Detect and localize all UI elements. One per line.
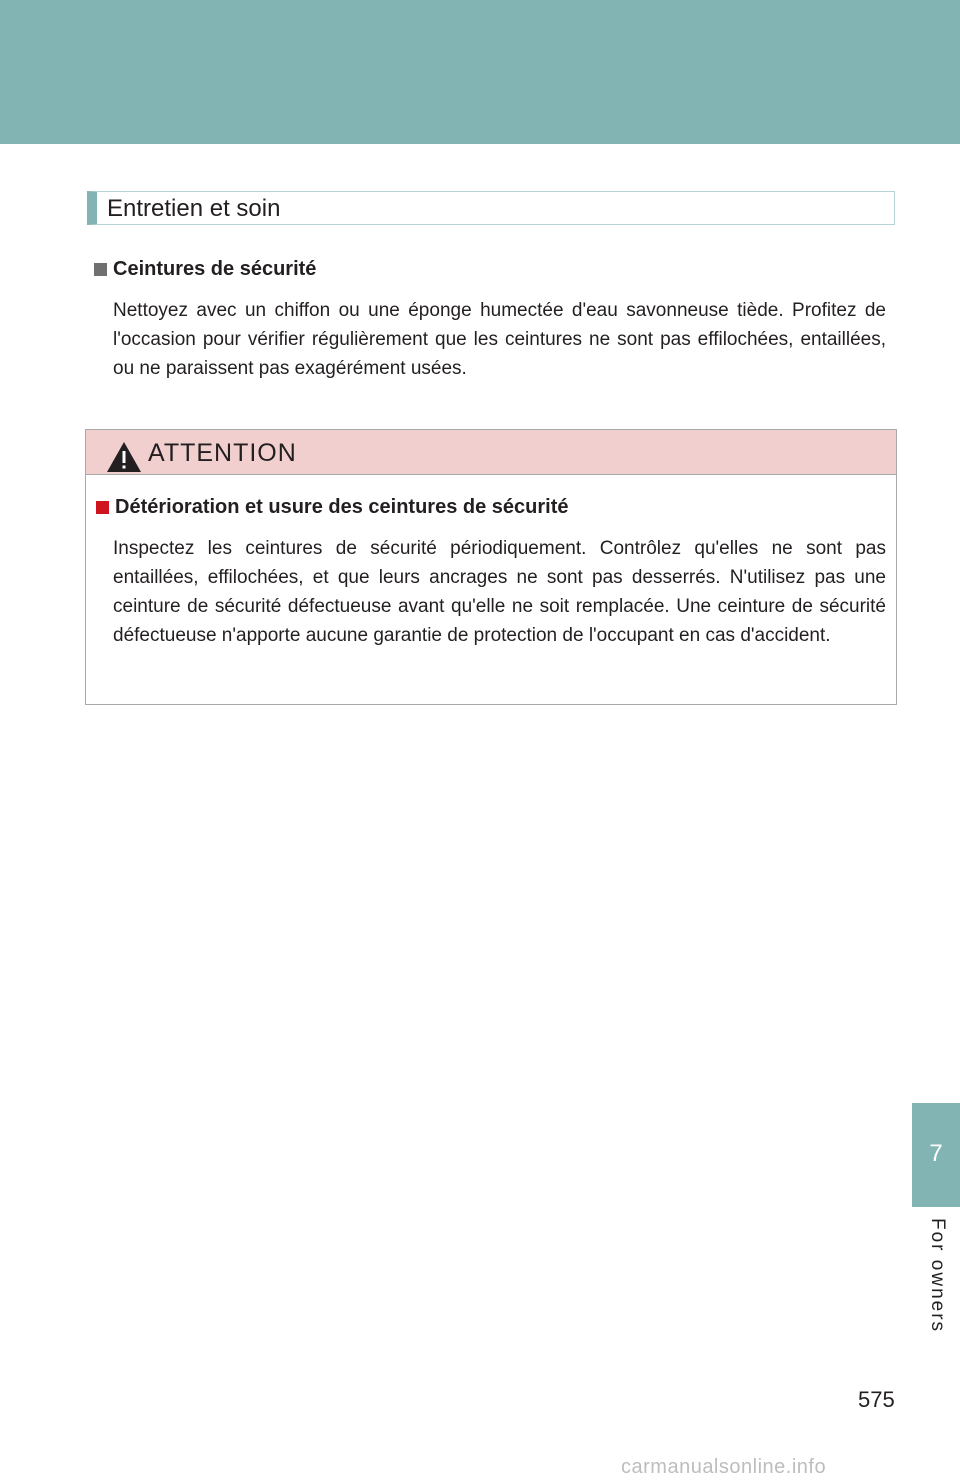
chapter-label: For owners bbox=[927, 1218, 948, 1334]
chapter-tab bbox=[912, 1103, 960, 1207]
subsection-heading bbox=[94, 258, 316, 281]
chapter-number: 7 bbox=[929, 1140, 943, 1167]
warning-title: ATTENTION bbox=[148, 439, 297, 467]
warning-heading-text: Détérioration et usure des ceintures de sécurité bbox=[115, 496, 569, 518]
header-band bbox=[0, 0, 960, 144]
section-header bbox=[87, 191, 895, 225]
warning-box bbox=[85, 429, 897, 705]
warning-header bbox=[86, 430, 896, 475]
warning-paragraph: Inspectez les ceintures de sécurité périodiquement. Contrôlez qu'elles ne sont pas entaillées, effilochées, et que leurs ancrages ne sont pas desserrés. N'utilisez pas une ceinture de sécurité défectueuse avant qu'elle ne soit remplacée. Une ceinture de sécurité défectueuse n'apporte aucune garantie de protection de l'occupant en cas d'accident. bbox=[113, 538, 886, 646]
subsection-heading-text: Ceintures de sécurité bbox=[113, 258, 317, 280]
page-number: 575 bbox=[858, 1387, 895, 1412]
square-bullet-icon bbox=[94, 263, 107, 276]
red-square-bullet-icon bbox=[96, 501, 109, 514]
section-title: Entretien et soin bbox=[107, 195, 281, 222]
warning-triangle-icon bbox=[106, 441, 142, 473]
watermark: carmanualsonline.info bbox=[621, 1456, 827, 1478]
warning-heading bbox=[96, 496, 569, 519]
care-paragraph: Nettoyez avec un chiffon ou une éponge humectée d'eau savonneuse tiède. Profitez de l'occasion pour vérifier régulièrement que les ceintures ne sont pas effilochées, entaillées, ou ne paraissent pas exagérément usées. bbox=[113, 300, 886, 379]
